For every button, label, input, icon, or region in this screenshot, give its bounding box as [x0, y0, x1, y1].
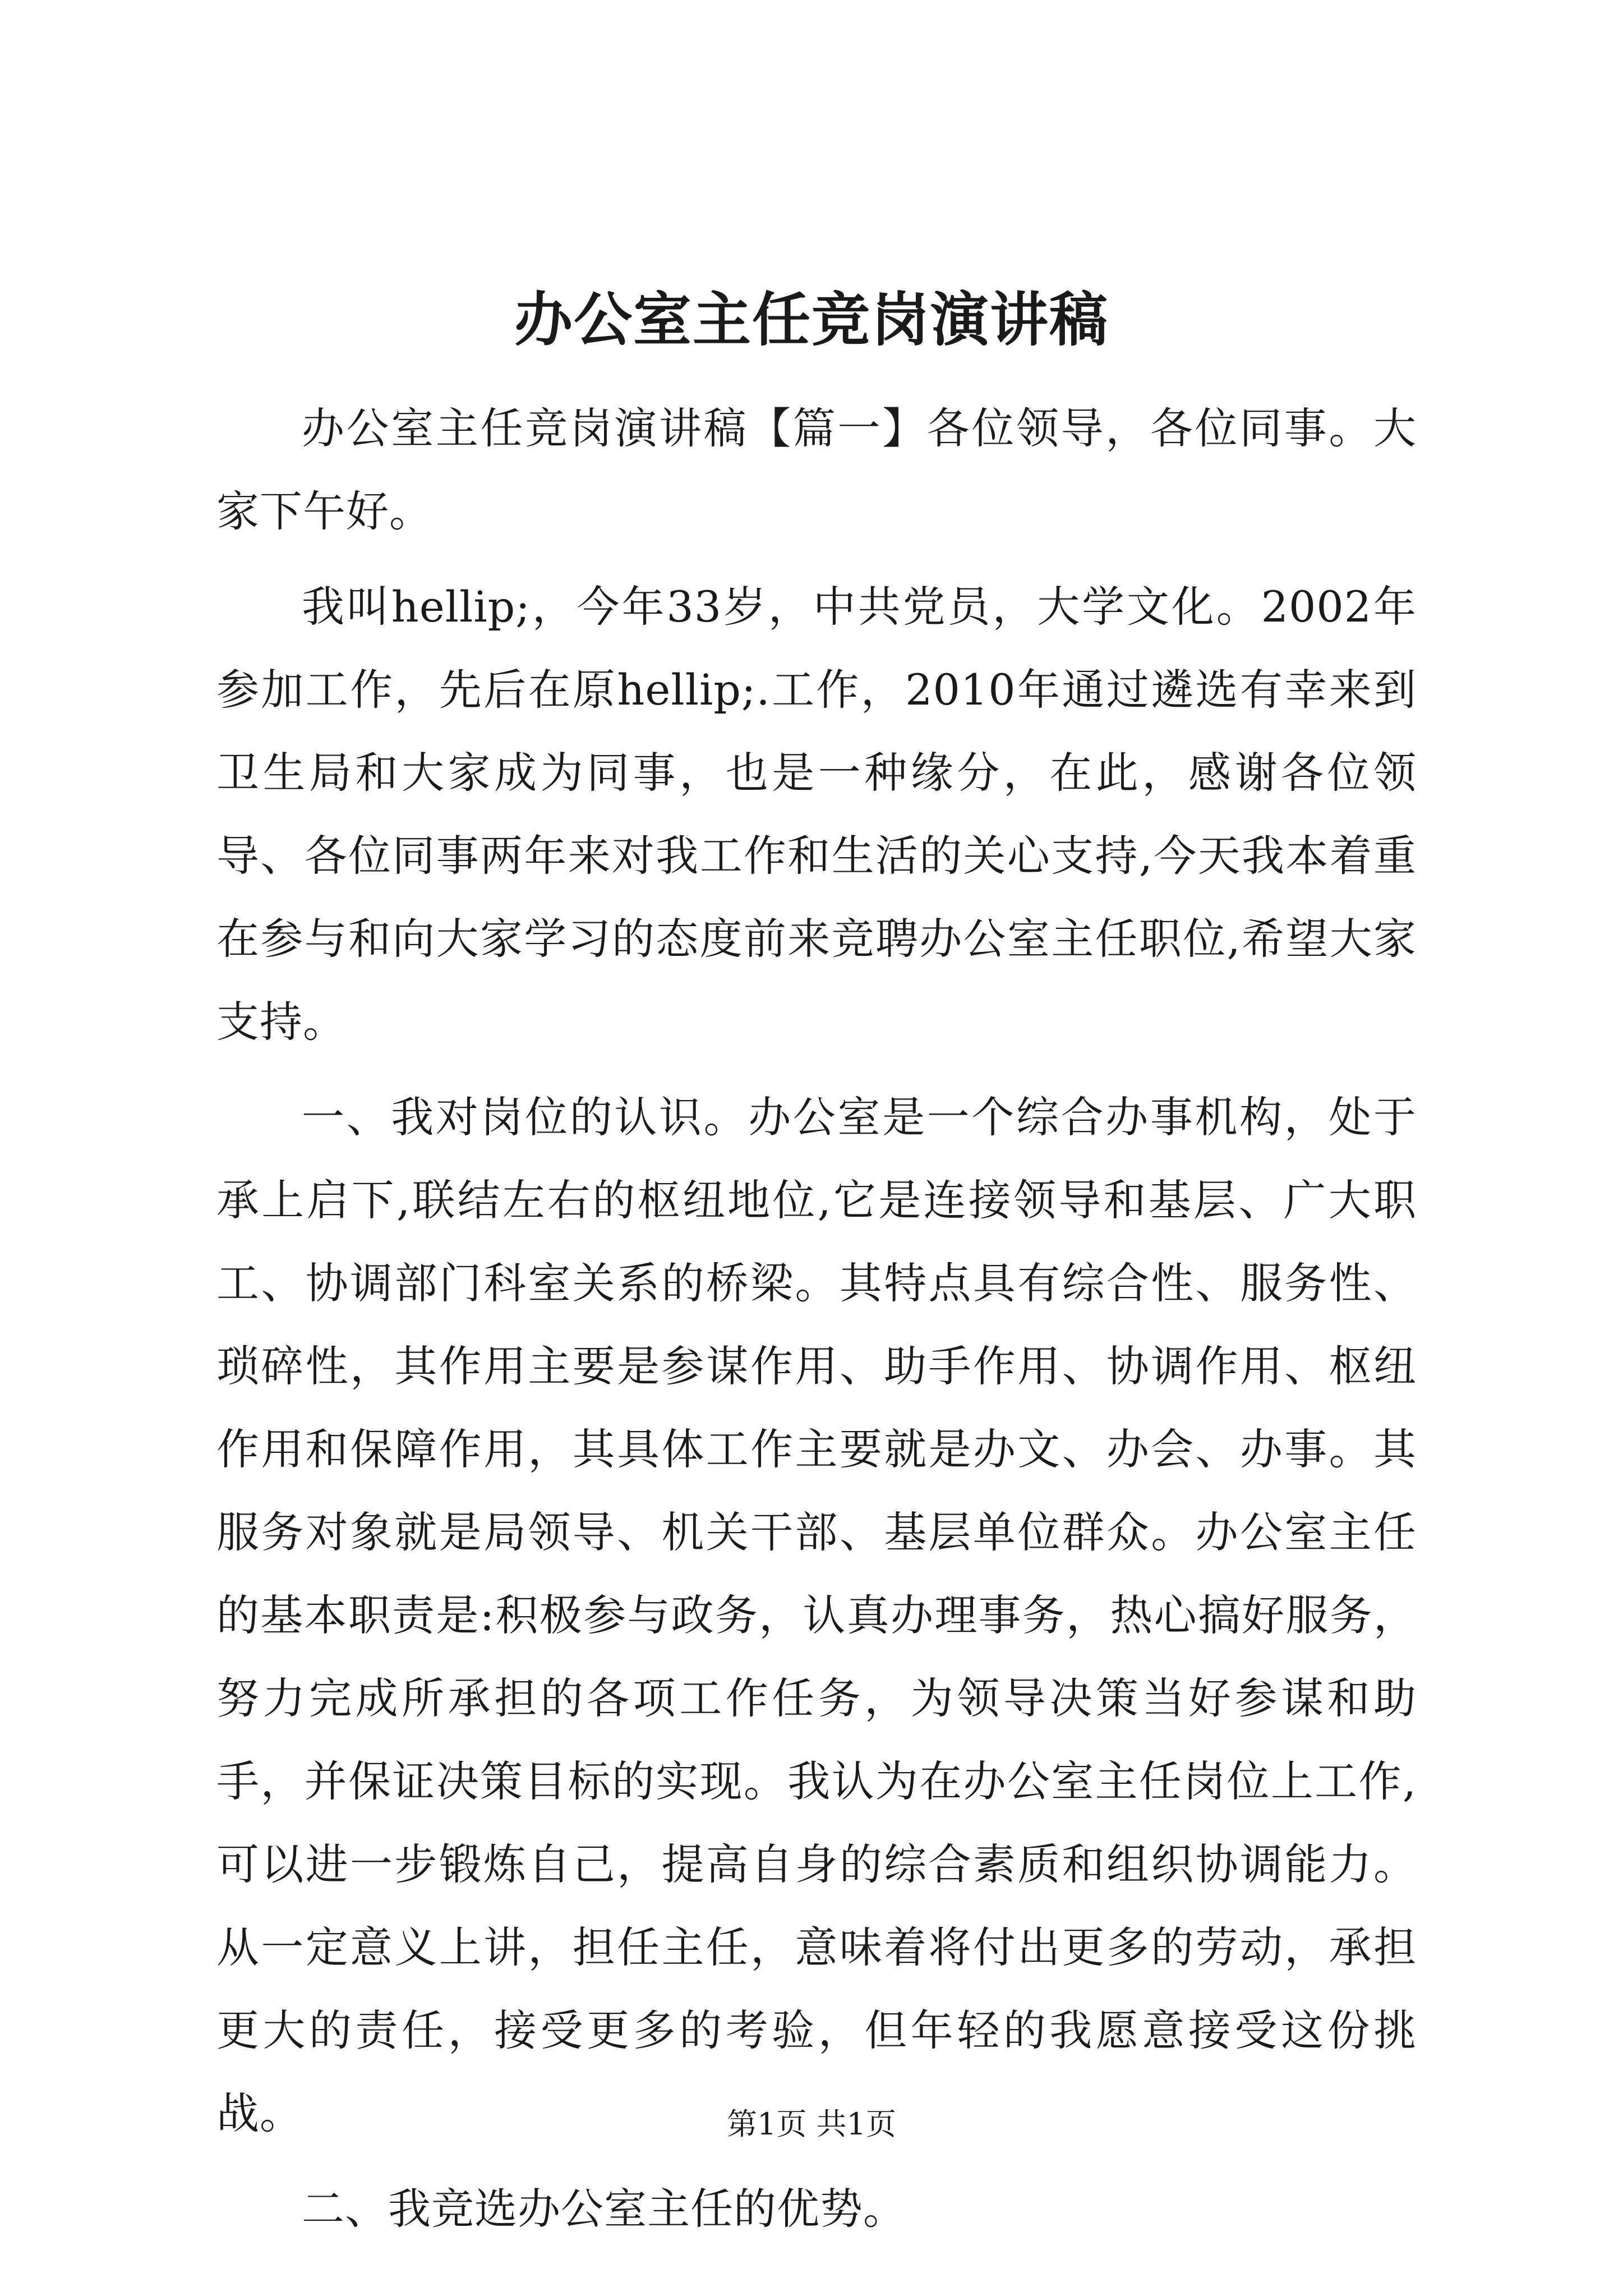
paragraph-section-two-heading: 二、我竞选办公室主任的优势。	[302, 2184, 906, 2234]
paragraph-greeting: 办公室主任竞岗演讲稿【篇一】各位领导，各位同事。大家下午好。	[216, 403, 1417, 536]
paragraph-section-one: 一、我对岗位的认识。办公室是一个综合办事机构，处于承上启下,联结左右的枢纽地位,它是连接领导和基层、广大职工、协调部门科室关系的桥梁。其特点具有综合性、服务性、琐碎性，其作用主要是参谋作用、助手作用、协调作用、枢纽作用和保障作用，其具体工作主要就是办文、办会、办事。其服务对象就是局领导、机关干部、基层单位群众。办公室主任的基本职责是:积极参与政务，认真办理事务，热心搞好服务，努力完成所承担的各项工作任务，为领导决策当好参谋和助手，并保证决策目标的实现。我认为在办公室主任岗位上工作,可以进一步锻炼自己，提高自身的综合素质和组织协调能力。从一定意义上讲，担任主任，意味着将付出更多的劳动，承担更大的责任，接受更多的考验，但年轻的我愿意接受这份挑战。	[216, 1092, 1417, 2138]
paragraph-introduction: 我叫hellip;，今年33岁，中共党员，大学文化。2002年参加工作，先后在原hellip;.工作，2010年通过遴选有幸来到卫生局和大家成为同事，也是一种缘分，在此，感谢各位领导、各位同事两年来对我工作和生活的关心支持,今天我本着重在参与和向大家学习的态度前来竞聘办公室主任职位,希望大家支持。	[216, 582, 1417, 1047]
document-title: 办公室主任竞岗演讲稿	[514, 285, 1109, 354]
page-footer: 第1页 共1页	[727, 2106, 896, 2142]
document-body	[216, 387, 1417, 2263]
